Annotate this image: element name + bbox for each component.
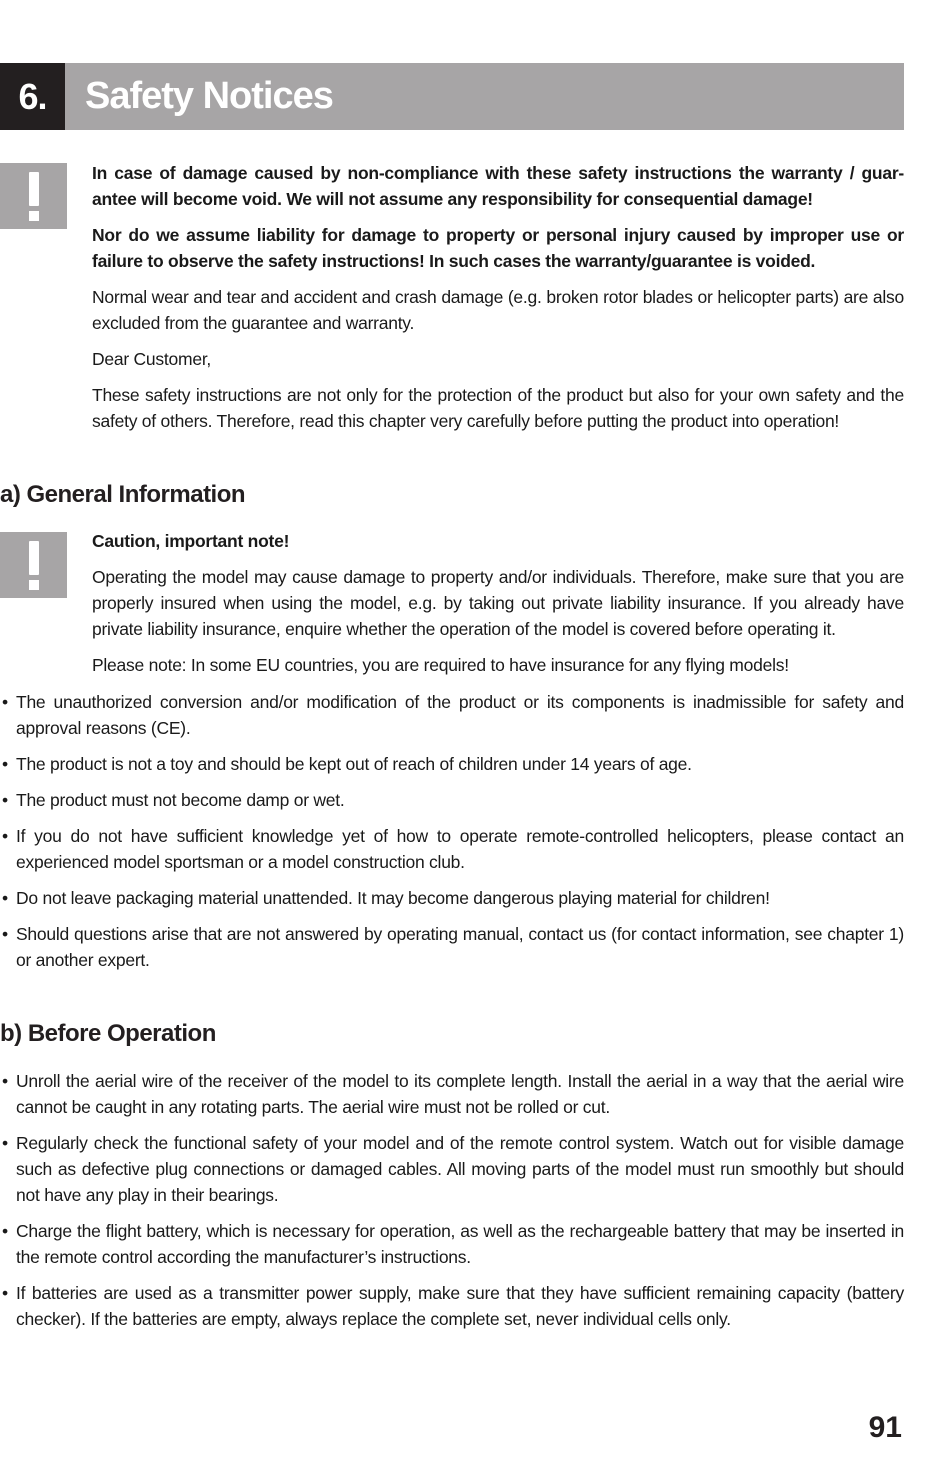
bullet-icon: • — [2, 692, 8, 712]
bullet-icon: • — [2, 1221, 8, 1241]
intro-paragraph: Normal wear and tear and accident and crash damage (e.g. broken rotor blades or helicopter parts) are also excluded from the guarantee and warranty. — [92, 287, 904, 333]
chapter-number: 6. — [0, 63, 65, 130]
list-item-text: The product is not a toy and should be kept out of reach of children under 14 years of age. — [16, 754, 692, 774]
list-item-text: Charge the flight battery, which is necessary for operation, as well as the rechargeable battery that may be inserted in the remote control according the manufacturer’s instructions. — [16, 1221, 904, 1267]
chapter-header — [0, 63, 904, 130]
exclamation-icon — [0, 163, 67, 229]
intro-notice — [92, 160, 904, 444]
list-item — [0, 1068, 904, 1120]
list-item — [0, 1130, 904, 1208]
list-item — [0, 885, 904, 911]
list-item — [0, 823, 904, 875]
page-number: 91 — [868, 1411, 902, 1444]
list-item — [0, 787, 904, 813]
list-item-text: The product must not become damp or wet. — [16, 790, 345, 810]
section-a-heading: a) General Information — [0, 481, 246, 508]
list-item — [0, 1218, 904, 1270]
intro-paragraph: These safety instructions are not only for the protection of the product but also for your own safety and the safety of others. Therefore, read this chapter very carefully before putting the product into operation! — [92, 385, 904, 431]
caution-paragraph: Please note: In some EU countries, you are required to have insurance for any flying models! — [92, 655, 789, 675]
section-b-bullet-list — [0, 1068, 904, 1342]
bullet-icon: • — [2, 1071, 8, 1091]
intro-bold-paragraph: Nor do we assume liability for damage to property or personal injury caused by improper use or failure to observe the safety instructions! In such cases the warranty/guarantee is voided. — [92, 225, 904, 271]
caution-title: Caution, important note! — [92, 531, 290, 551]
intro-bold-paragraph: In case of damage caused by non-compliance with these safety instructions the warranty / guar-antee will become void. We will not assume any responsibility for consequential damage! — [92, 163, 904, 209]
section-b-heading: b) Before Operation — [0, 1020, 216, 1047]
caution-notice — [92, 528, 904, 688]
bullet-icon: • — [2, 790, 8, 810]
bullet-icon: • — [2, 1133, 8, 1153]
exclamation-icon — [0, 532, 67, 598]
list-item — [0, 689, 904, 741]
intro-paragraph: Dear Customer, — [92, 349, 212, 369]
chapter-title: Safety Notices — [65, 63, 904, 130]
list-item-text: If batteries are used as a transmitter power supply, make sure that they have sufficient remaining capacity (battery checker). If the batteries are empty, always replace the complete set, never individual cells only. — [16, 1283, 904, 1329]
bullet-icon: • — [2, 826, 8, 846]
list-item-text: Should questions arise that are not answered by operating manual, contact us (for contact information, see chapter 1) or another expert. — [16, 924, 904, 970]
list-item-text: Do not leave packaging material unattended. It may become dangerous playing material for children! — [16, 888, 770, 908]
caution-paragraph: Operating the model may cause damage to property and/or individuals. Therefore, make sure that you are properly insured when using the model, e.g. by taking out private liability insurance. If you already have private liability insurance, enquire whether the operation of the model is covered before operating it. — [92, 567, 904, 639]
list-item — [0, 921, 904, 973]
bullet-icon: • — [2, 888, 8, 908]
bullet-icon: • — [2, 754, 8, 774]
list-item — [0, 1280, 904, 1332]
bullet-icon: • — [2, 1283, 8, 1303]
section-a-bullet-list — [0, 689, 904, 983]
list-item-text: Unroll the aerial wire of the receiver of the model to its complete length. Install the aerial in a way that the aerial wire cannot be caught in any rotating parts. The aerial wire must not be rolled or cut. — [16, 1071, 904, 1117]
list-item — [0, 751, 904, 777]
list-item-text: Regularly check the functional safety of your model and of the remote control system. Watch out for visible damage such as defective plug connections or damaged cables. All moving parts of the model must run smoothly but should not have any play in their bearings. — [16, 1133, 904, 1205]
bullet-icon: • — [2, 924, 8, 944]
list-item-text: The unauthorized conversion and/or modification of the product or its components is inadmissible for safety and approval reasons (CE). — [16, 692, 904, 738]
list-item-text: If you do not have sufficient knowledge yet of how to operate remote-controlled helicopters, please contact an experienced model sportsman or a model construction club. — [16, 826, 904, 872]
